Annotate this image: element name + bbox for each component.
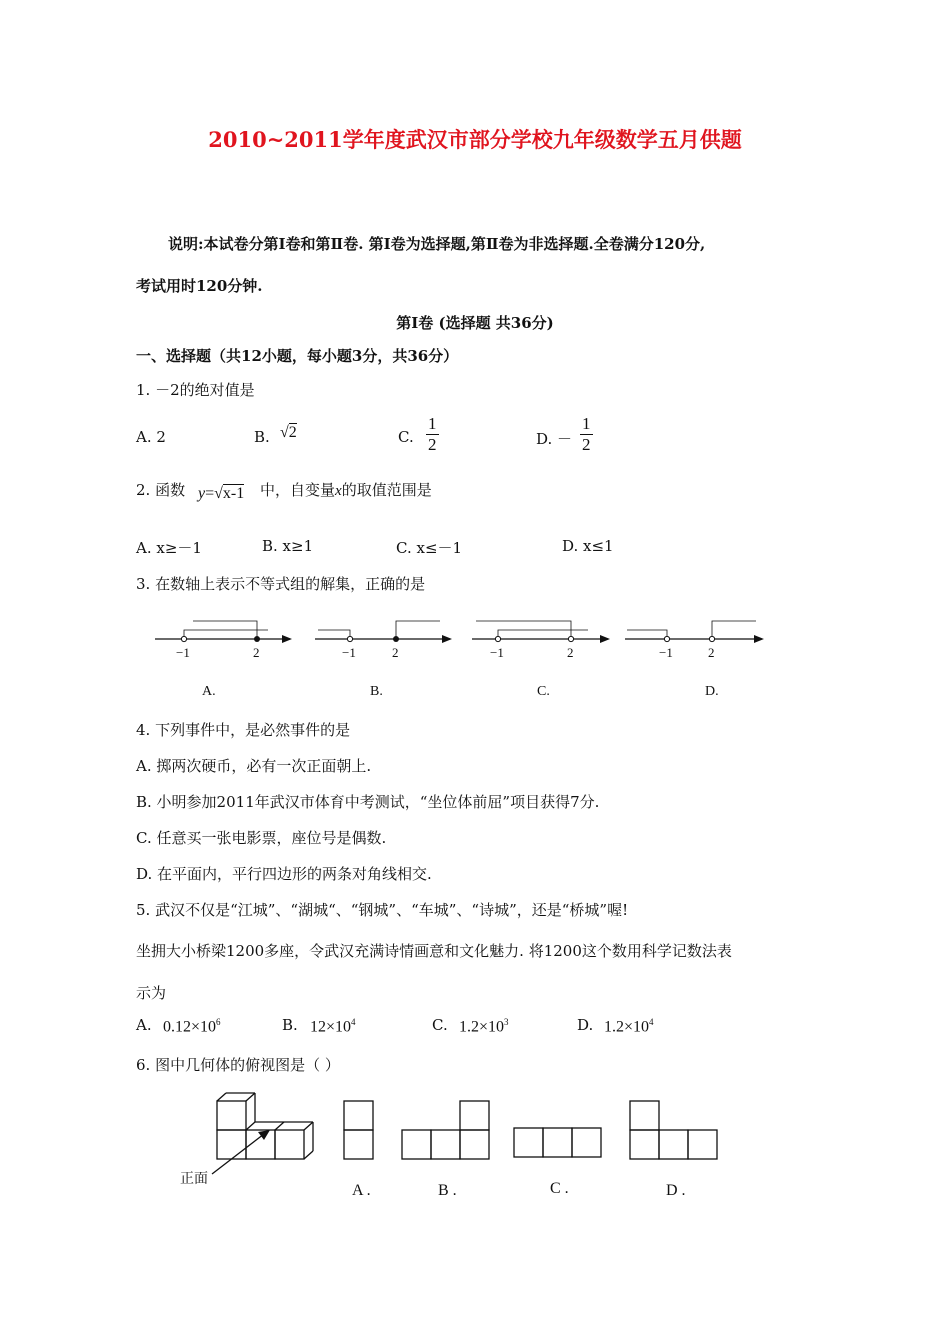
q3-c-tick-left: −1 [490,645,504,660]
section1-heading: 一、选择题（共12小题，每小题3分，共36分） [136,347,459,365]
q2-option-c: C. x≤－1 [396,539,463,557]
q1-stem: 1. －2的绝对值是 [136,381,255,399]
q3-a-tick-right: 2 [253,645,260,660]
q1-c-numerator: 1 [428,414,437,433]
q1-c-denominator: 2 [428,435,437,454]
intro-line1: 说明:本试卷分第Ⅰ卷和第Ⅱ卷. 第Ⅰ卷为选择题,第Ⅱ卷为非选择题.全卷满分120分, [168,235,706,253]
q3-c-tick-right: 2 [567,645,574,660]
q5-option-d-label: D. [577,1016,594,1034]
q3-stem: 3. 在数轴上表示不等式组的解集，正确的是 [136,575,426,593]
number-line-d [625,621,764,643]
q2-option-d: D. x≤1 [562,537,614,555]
q3-label-d: D. [705,684,719,699]
q6-figures [0,1090,950,1220]
q3-b-tick-left: −1 [342,645,356,660]
q6-label-c: C . [550,1180,569,1197]
q6-solid-figure [217,1093,313,1159]
q4-option-d: D. 在平面内，平行四边形的两条对角线相交. [136,865,432,883]
q1-b-radicand: 2 [288,424,297,441]
q4-option-c: C. 任意买一张电影票，座位号是偶数. [136,829,387,847]
q2-stem-middle [260,479,432,500]
q3-label-a: A. [202,684,216,699]
front-arrow [212,1130,270,1174]
q5-b-exp: 4 [351,1017,356,1027]
q5-option-b-label: B. [282,1016,298,1034]
q3-label-c: C. [537,684,550,699]
q5-a-base: 0.12×10 [163,1018,217,1036]
q3-d-tick-left: −1 [659,645,673,660]
q2-stem-prefix: 2. 函数 [136,481,186,499]
q1-d-denominator: 2 [582,435,591,454]
q2-formula-y: y [198,485,206,502]
q2-stem-post: 中，自变量 [260,481,336,499]
q1-option-c-label: C. [398,428,414,446]
q2-option-a: A. x≥－1 [136,539,202,557]
intro-line2: 考试用时120分钟. [136,277,263,295]
q4-stem: 4. 下列事件中，是必然事件的是 [136,721,351,739]
number-line-b [315,621,452,643]
q4-option-b: B. 小明参加2011年武汉市体育中考测试，“坐位体前屈”项目获得7分. [136,793,600,811]
q6-label-b: B . [438,1182,457,1199]
q5-option-d-value [604,1017,654,1036]
q5-option-c-value [459,1017,509,1036]
q1-option-b-radical: √2 [280,424,297,441]
q5-b-base: 12×10 [310,1018,352,1036]
q6-view-c [514,1128,601,1157]
q5-line3: 示为 [136,984,167,1002]
q6-front-label: 正面 [180,1171,208,1187]
q2-formula-radicand: x-1 [222,485,245,502]
number-line-c [472,621,610,643]
q6-stem: 6. 图中几何体的俯视图是（ ） [136,1056,340,1074]
q1-option-d-fraction [580,414,593,455]
q1-d-numerator: 1 [582,414,591,433]
q5-c-exp: 3 [504,1017,509,1027]
q6-view-d [630,1101,717,1159]
q5-c-base: 1.2×10 [459,1018,505,1036]
q3-d-tick-right: 2 [708,645,715,660]
q5-line2: 坐拥大小桥梁1200多座，令武汉充满诗情画意和文化魅力. 将1200这个数用科学记数法表 [136,942,732,960]
q1-option-d-label: D. － [536,430,573,448]
q5-option-a-label: A. [136,1016,152,1034]
page-title: 2010~2011学年度武汉市部分学校九年级数学五月供题 [208,127,742,152]
q2-formula-eq: = [205,485,215,502]
q5-a-exp: 6 [216,1017,221,1027]
q4-option-a: A. 掷两次硬币，必有一次正面朝上. [136,757,372,775]
q2-option-b: B. x≥1 [262,537,314,555]
part1-heading: 第Ⅰ卷 (选择题 共36分) [396,314,554,332]
q1-option-a: A. 2 [136,428,166,446]
q2-variable: x [335,483,342,499]
q2-stem-end: 的取值范围是 [341,481,432,499]
q5-option-c-label: C. [432,1016,448,1034]
q6-view-a [344,1101,373,1159]
q5-option-a-value [163,1017,221,1036]
q1-option-b-label: B. [254,428,270,446]
q5-line1: 5. 武汉不仅是“江城”、“湖城“、“钢城”、“车城”、“诗城”，还是“桥城”喔! [136,901,629,919]
q5-option-b-value [310,1017,356,1036]
q1-option-c-fraction [426,414,439,455]
q5-d-base: 1.2×10 [604,1018,650,1036]
q3-number-lines [0,610,950,690]
q2-formula: y=√x-1 [198,485,245,502]
q5-d-exp: 4 [649,1017,654,1027]
q6-label-d: D . [666,1182,686,1199]
q3-b-tick-right: 2 [392,645,399,660]
number-line-a [155,621,292,643]
q6-view-b [402,1101,489,1159]
q3-a-tick-left: −1 [176,645,190,660]
q6-label-a: A . [352,1182,371,1199]
q3-label-b: B. [370,684,383,699]
